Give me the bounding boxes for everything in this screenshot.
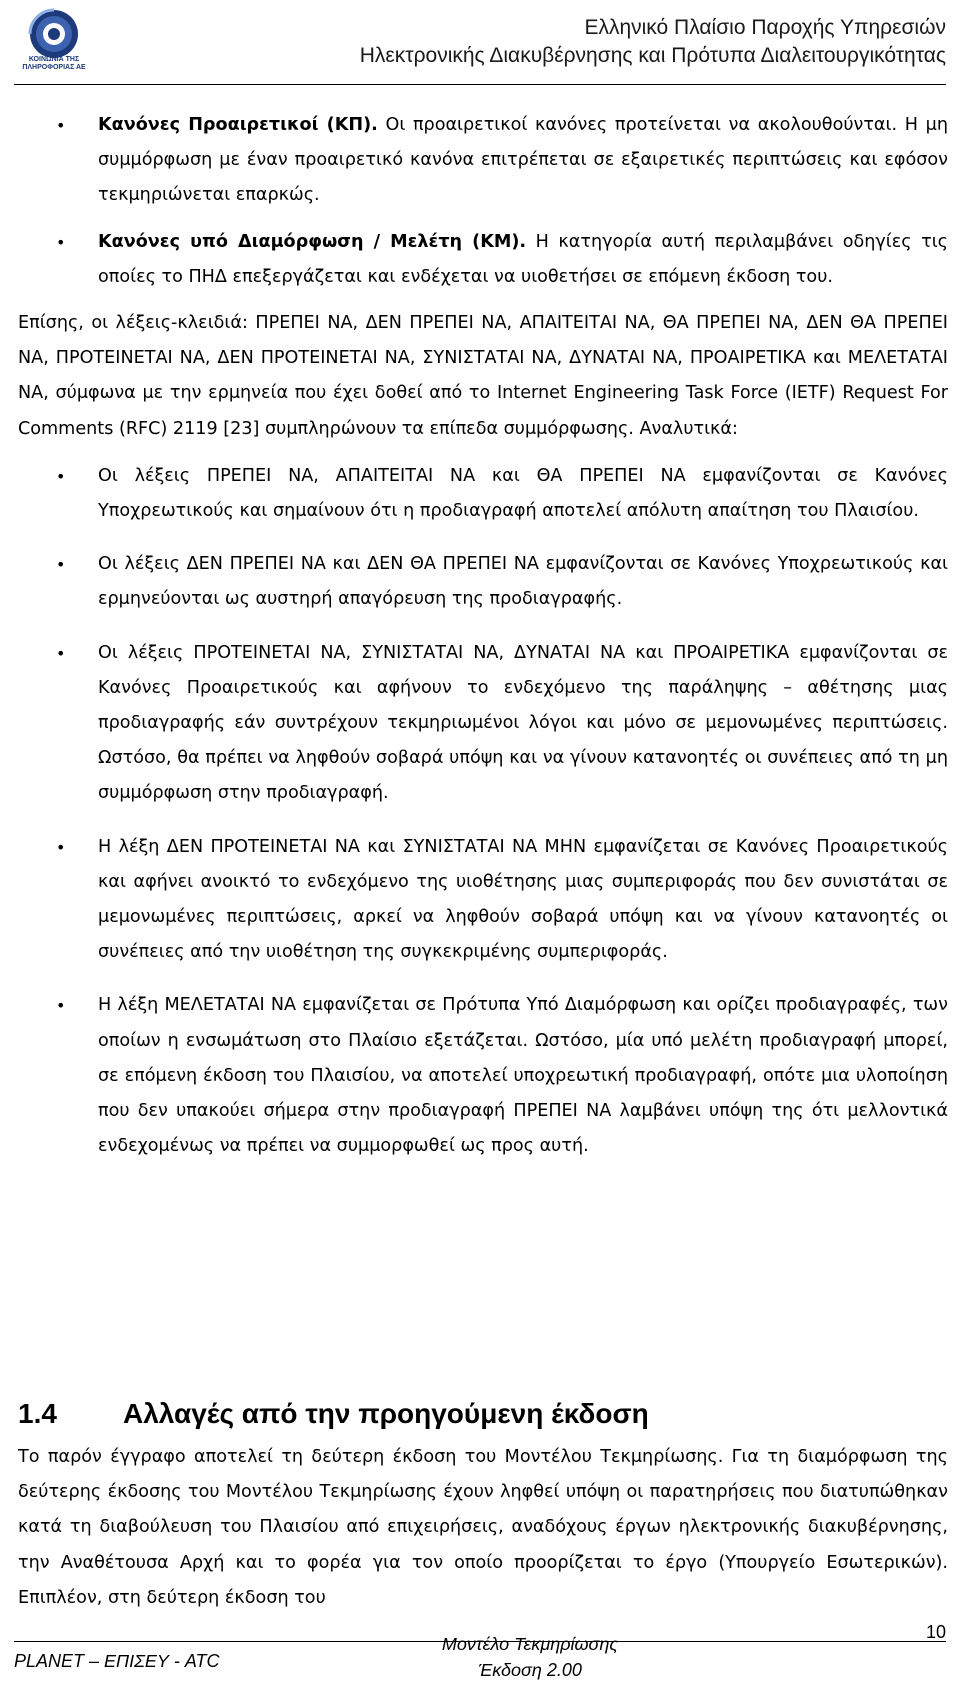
- page-header: [0, 0, 960, 90]
- bullet-icon: •: [56, 116, 66, 135]
- list-item: [18, 108, 948, 214]
- header-title-line1: Ελληνικό Πλαίσιο Παροχής Υπηρεσιών: [584, 16, 946, 39]
- keywords-explanation-list: [18, 459, 948, 1165]
- logo-caption: ΚΟΙΝΩΝΙΑ ΤΗΣ ΠΛΗΡΟΦΟΡΙΑΣ ΑΕ: [22, 56, 86, 71]
- section-title: Αλλαγές από την προηγούμενη έκδοση: [123, 1398, 649, 1429]
- list-item-text: Η λέξη ΔΕΝ ΠΡΟΤΕΙΝΕΤΑΙ ΝΑ και ΣΥΝΙΣΤΑΤΑΙ ΝΑ ΜΗΝ εμφανίζεται σε Κανόνες Προαιρετικούς και αφήνει ανοικτό το ενδεχόμενο της υιοθέτησης μιας συμπεριφοράς που δεν συνιστάται σε μεμονωμένες περιπτώσεις, αρκεί να ληφθούν σοβαρά υπόψη και να γίνουν κατανοητές οι συνέπειες από την υιοθέτηση της συγκεκριμένης συμπεριφοράς.: [98, 836, 948, 963]
- list-item: [18, 547, 948, 617]
- keywords-paragraph: Επίσης, οι λέξεις-κλειδιά: ΠΡΕΠΕΙ ΝΑ, ΔΕΝ ΠΡΕΠΕΙ ΝΑ, ΑΠΑΙΤΕΙΤΑΙ ΝΑ, ΘΑ ΠΡΕΠΕΙ ΝΑ, ΔΕΝ ΘΑ ΠΡΕΠΕΙ ΝΑ, ΠΡΟΤΕΙΝΕΤΑΙ ΝΑ, ΔΕΝ ΠΡΟΤΕΙΝΕΤΑΙ ΝΑ, ΣΥΝΙΣΤΑΤΑΙ ΝΑ, ΔΥΝΑΤΑΙ ΝΑ, ΠΡΟΑΙΡΕΤΙΚΑ και ΜΕΛΕΤΑΤΑΙ ΝΑ, σύμφωνα με την ερμηνεία που έχει δοθεί από το Internet Engineering Task Force (IETF) Request For Comments (RFC) 2119 [23] συμπληρώνουν τα επίπεδα συμμόρφωσης. Αναλυτικά:: [18, 313, 948, 439]
- page-number: 10: [925, 1622, 946, 1642]
- header-divider: [14, 84, 946, 85]
- list-item-text: Η λέξη ΜΕΛΕΤΑΤΑΙ ΝΑ εμφανίζεται σε Πρότυπα Υπό Διαμόρφωση και ορίζει προδιαγραφές, των οποίων η ενσωμάτωση στο Πλαίσιο εξετάζεται. Ωστόσο, μία υπό μελέτη προδιαγραφή μπορεί, σε επόμενη έκδοση του Πλαισίου, να αποτελεί υποχρεωτική προδιαγραφή, οπότε μια υλοποίηση που δεν υπακούει σήμερα στην προδιαγραφή ΠΡΕΠΕΙ ΝΑ λαμβάνει υπόψη της ότι μελλοντικά ενδεχομένως να πρέπει να συμμορφωθεί ως προς αυτή.: [98, 995, 948, 1157]
- section-body: Το παρόν έγγραφο αποτελεί τη δεύτερη έκδοση του Μοντέλου Τεκμηρίωσης. Για τη διαμόρφωση της δεύτερης έκδοσης του Μοντέλου Τεκμηρίωσης έχουν ληφθεί υπόψη οι παρατηρήσεις που διατυπώθηκαν κατά τη διαβούλευση του Πλαισίου από επιχειρήσεις, αναδόχους έργων ηλεκτρονικής διακυβέρνησης, την Αναθέτουσα Αρχή και το φορέα για τον οποίο προορίζεται το έργο (Υπουργείο Εσωτερικών). Επιπλέον, στη δεύτερη έκδοση του: [18, 1447, 948, 1608]
- list-item: [18, 225, 948, 295]
- list-item-text: Οι προαιρετικοί κανόνες προτείνεται να ακολουθούνται. Η μη συμμόρφωση με έναν προαιρετικό κανόνα επιτρέπεται σε εξαιρετικές περιπτώσεις και εφόσον τεκμηριώνεται επαρκώς.: [98, 115, 948, 206]
- list-item-text: Οι λέξεις ΔΕΝ ΠΡΕΠΕΙ ΝΑ και ΔΕΝ ΘΑ ΠΡΕΠΕΙ ΝΑ εμφανίζονται σε Κανόνες Υποχρεωτικούς και ερμηνεύονται ως αυστηρή απαγόρευση της προδιαγραφής.: [98, 554, 948, 610]
- section-number: 1.4: [18, 1398, 57, 1429]
- list-item-term: Κανόνες Προαιρετικοί (ΚΠ).: [98, 115, 378, 135]
- page-content: [18, 108, 948, 1182]
- list-item-term: Κανόνες υπό Διαμόρφωση / Μελέτη (ΚΜ).: [98, 231, 527, 252]
- list-item: [18, 459, 948, 529]
- document-series-title: [360, 14, 946, 70]
- bullet-icon: •: [56, 466, 66, 486]
- bullet-icon: •: [56, 643, 66, 663]
- list-item: [18, 636, 948, 812]
- list-item: [18, 830, 948, 971]
- list-item-text: Η κατηγορία αυτή περιλαμβάνει οδηγίες τις οποίες το ΠΗΔ επεξεργάζεται και ενδέχεται να υιοθετήσει σε επόμενη έκδοση του.: [98, 231, 948, 287]
- section-heading: [18, 1394, 948, 1434]
- header-title-line2: Ηλεκτρονικής Διακυβέρνησης και Πρότυπα Διαλειτουργικότητας: [359, 44, 946, 67]
- bullet-icon: •: [56, 996, 66, 1016]
- footer-version: Έκδοση 2.00: [478, 1660, 582, 1680]
- list-item: [18, 988, 948, 1164]
- bullet-icon: •: [56, 555, 66, 575]
- list-item-text: Οι λέξεις ΠΡΕΠΕΙ ΝΑ, ΑΠΑΙΤΕΙΤΑΙ ΝΑ και ΘΑ ΠΡΕΠΕΙ ΝΑ εμφανίζονται σε Κανόνες Υποχρεωτικούς και σημαίνουν ότι η προδιαγραφή αποτελεί απόλυτη απαίτηση του Πλαισίου.: [98, 465, 948, 522]
- bullet-icon: •: [56, 232, 66, 252]
- section-changes: [18, 1394, 948, 1616]
- footer-document-info: [380, 1631, 680, 1683]
- rule-categories-list: [18, 108, 948, 295]
- footer-document-title: Μοντέλο Τεκμηρίωσης: [441, 1634, 619, 1654]
- footer-project: PLANET – ΕΠΙΣΕΥ - ATC: [14, 1651, 220, 1671]
- bullet-icon: •: [56, 837, 66, 857]
- list-item-text: Οι λέξεις ΠΡΟΤΕΙΝΕΤΑΙ ΝΑ, ΣΥΝΙΣΤΑΤΑΙ ΝΑ, ΔΥΝΑΤΑΙ ΝΑ και ΠΡΟΑΙΡΕΤΙΚΑ εμφανίζονται σε Κανόνες Προαιρετικούς και αφήνουν το ενδεχόμενο της παράληψης – αθέτησης μιας προδιαγραφής εάν συντρέχουν τεκμηριωμένοι λόγοι και μόνο σε μεμονωμένες περιπτώσεις. Ωστόσο, θα πρέπει να ληφθούν σοβαρά υπόψη και να γίνουν κατανοητές οι συνέπειες από τη μη συμμόρφωση στην προδιαγραφή.: [98, 642, 948, 804]
